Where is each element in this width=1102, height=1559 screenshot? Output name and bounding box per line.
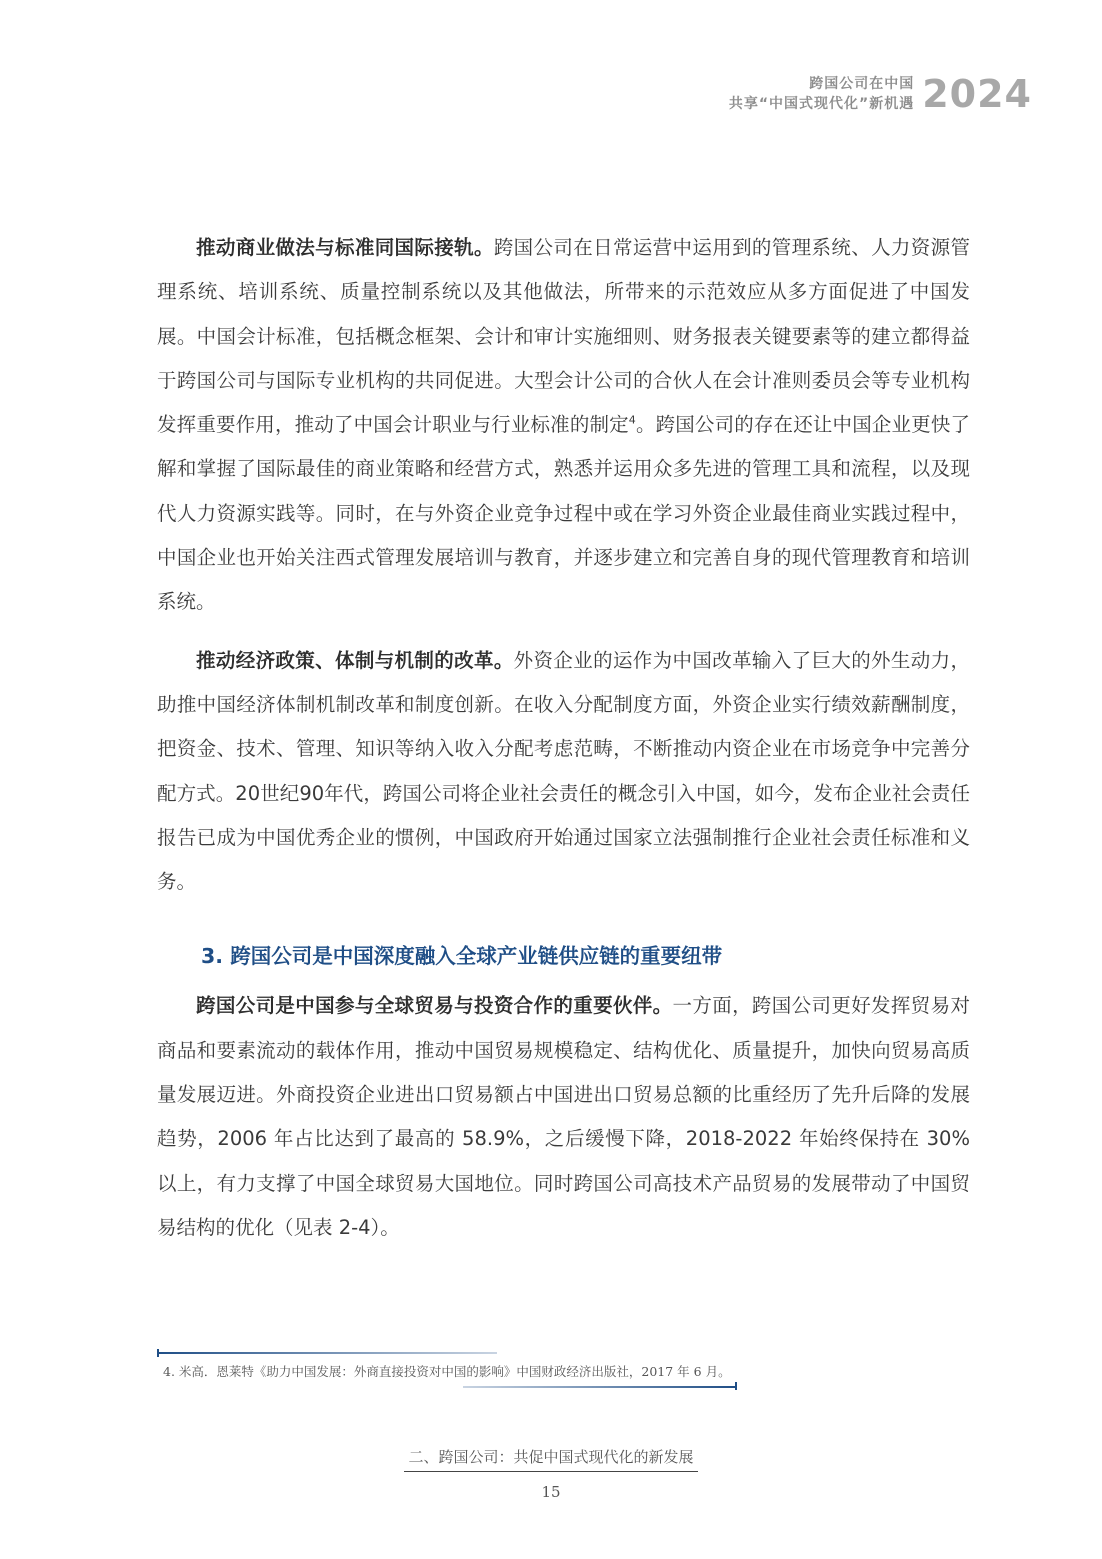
paragraph-trade-partner xyxy=(157,984,970,1250)
header-year: 2024 xyxy=(922,72,1032,116)
paragraph-text: 外资企业的运作为中国改革输入了巨大的外生动力，助推中国经济体制机制改革和制度创新。在收入分配制度方面，外资企业实行绩效薪酬制度，把资金、技术、管理、知识等纳入收入分配考虑范畴，不断推动内资企业在市场竞争中完善分配方式。20世纪90年代，跨国公司将企业社会责任的概念引入中国，如今，发布企业社会责任报告已成为中国优秀企业的惯例，中国政府开始通过国家立法强制推行企业社会责任标准和义务。 xyxy=(157,648,970,894)
paragraph-text: 。跨国公司的存在还让中国企业更快了解和掌握了国际最佳的商业策略和经营方式，熟悉并运用众多先进的管理工具和流程，以及现代人力资源实践等。同时，在与外资企业竞争过程中或在学习外资企业最佳商业实践过程中，中国企业也开始关注西式管理发展培训与教育，并逐步建立和完善自身的现代管理教育和培训系统。 xyxy=(157,413,970,614)
footnote-ref[interactable]: 4 xyxy=(628,413,636,427)
paragraph-text: 跨国公司在日常运营中运用到的管理系统、人力资源管理系统、培训系统、质量控制系统以及其他做法，所带来的示范效应从多方面促进了中国发展。中国会计标准，包括概念框架、会计和审计实施细则、财务报表关键要素等的建立都得益于跨国公司与国际专业机构的共同促进。大型会计公司的合伙人在会计准则委员会等专业机构发挥重要作用，推动了中国会计职业与行业标准的制定 xyxy=(157,236,970,437)
paragraph-lead-business-standards: 推动商业做法与标准同国际接轨。 xyxy=(196,236,494,259)
section-heading: 3. 跨国公司是中国深度融入全球产业链供应链的重要纽带 xyxy=(201,944,723,969)
header-publication-title: 跨国公司在中国 xyxy=(809,76,915,92)
paragraph-lead-trade-partner: 跨国公司是中国参与全球贸易与投资合作的重要伙伴。 xyxy=(196,994,673,1018)
footnote-rule-cap xyxy=(735,1382,737,1390)
running-header xyxy=(729,74,1032,114)
paragraph-economic-reform xyxy=(157,639,970,905)
paragraph-business-standards xyxy=(157,226,970,625)
paragraph-lead-economic-reform: 推动经济政策、体制与机制的改革。 xyxy=(196,648,514,672)
paragraph-text: 一方面，跨国公司更好发挥贸易对商品和要素流动的载体作用，推动中国贸易规模稳定、结构优化、质量提升，加快向贸易高质量发展迈进。外商投资企业进出口贸易额占中国进出口贸易总额的比重经历了先升后降的发展趋势，2006 年占比达到了最高的 58.9%，之后缓慢下降，2018-2022 年始终保持在 30% 以上，有力支撑了中国全球贸易大国地位。同时跨国公司高技术产品贸易的发展带动了中国贸易结构的优化（见表 2-4）。 xyxy=(157,994,970,1239)
footer-section-title xyxy=(0,1446,1102,1472)
footnote-rule-top xyxy=(157,1352,497,1354)
footnote-rule-bottom xyxy=(463,1386,737,1388)
footnote-text: 4. 米高．恩莱特《助力中国发展：外商直接投资对中国的影响》中国财政经济出版社，2017 年 6 月。 xyxy=(163,1364,731,1379)
header-publication-subtitle: 共享“中国式现代化”新机遇 xyxy=(728,96,915,112)
page-body xyxy=(157,226,970,1264)
page-number: 15 xyxy=(541,1483,561,1501)
footer-section-title-text: 二、跨国公司：共促中国式现代化的新发展 xyxy=(404,1446,697,1472)
running-header-text xyxy=(729,74,914,114)
